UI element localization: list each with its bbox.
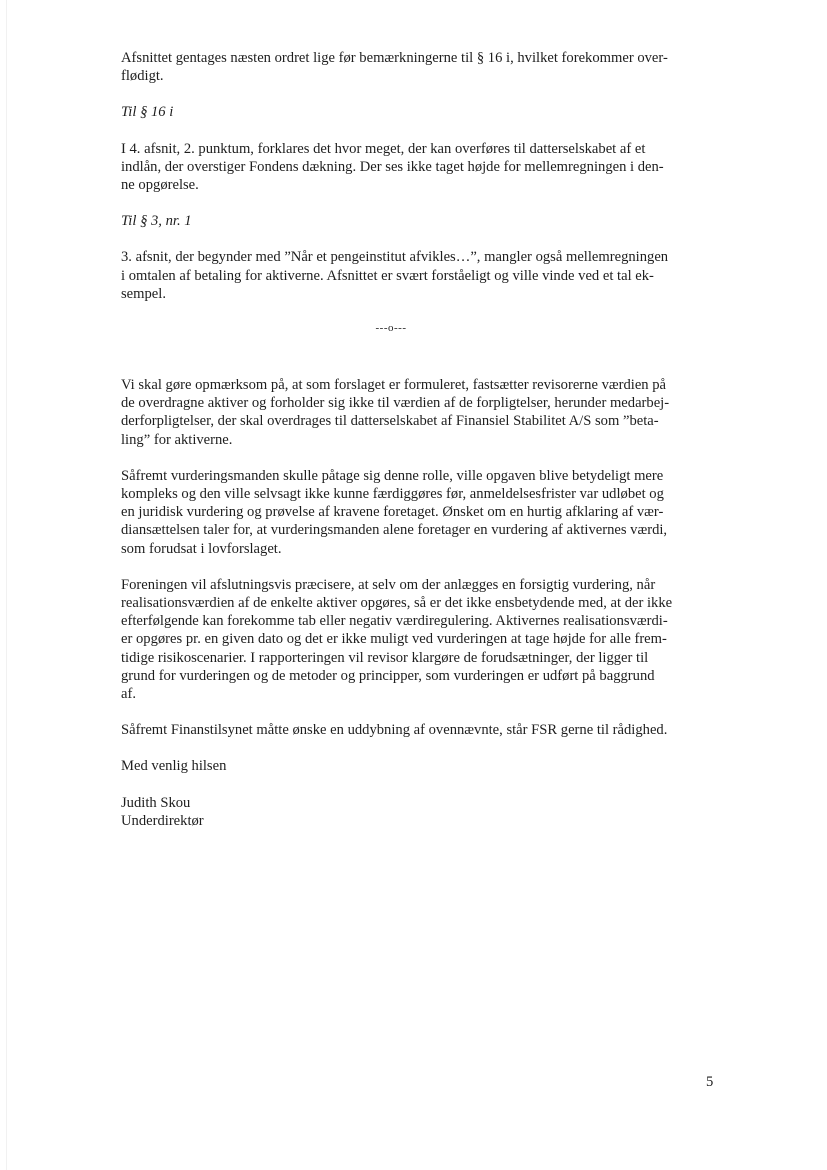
text-line: Foreningen vil afslutningsvis præcisere, at selv om der anlægges en forsigtig vurdering, når <box>121 576 656 593</box>
text-line: af. <box>121 686 136 703</box>
text-line: diansættelsen taler for, at vurderingsmanden alene foretager en vurdering af aktivernes værdi, <box>121 522 668 539</box>
section-separator: ---o--- <box>375 322 407 335</box>
text-line: derforpligtelser, der skal overdrages til datterselskabet af Finansiel Stabilitet A/S som ”beta- <box>121 413 659 430</box>
text-line: grund for vurderingen og de metoder og principper, som vurderingen er udført på baggrund <box>121 667 655 684</box>
paragraph-closing-clarification <box>121 576 721 703</box>
paragraph-section-3-nr-1 <box>121 248 721 303</box>
text-line: Vi skal gøre opmærksom på, at som forslaget er formuleret, fastsætter revisorerne værdien på <box>121 377 667 394</box>
text-line: sempel. <box>121 285 166 302</box>
text-line: Med venlig hilsen <box>121 758 227 775</box>
page-number: 5 <box>706 1074 714 1090</box>
text-line: en juridisk vurdering og prøvelse af kravene foretaget. Ønsket om en hurtig afklaring af vær- <box>121 504 664 521</box>
text-line: realisationsværdien af de enkelte aktiver opgøres, så er det ikke ensbetydende med, at der ikke <box>121 595 673 612</box>
signature-block <box>121 794 721 830</box>
text-line: flødigt. <box>121 68 164 85</box>
closing-salutation <box>121 757 721 775</box>
text-line: I 4. afsnit, 2. punktum, forklares det hvor meget, der kan overføres til datterselskabet af et <box>121 140 646 157</box>
text-line: efterfølgende kan forekomme tab eller negativ værdiregulering. Aktivernes realisationsværdi- <box>121 613 668 630</box>
signatory-title: Underdirektør <box>121 812 204 829</box>
text-line: Afsnittet gentages næsten ordret lige før bemærkningerne til § 16 i, hvilket forekommer over- <box>121 50 668 66</box>
text-line: Såfremt Finanstilsynet måtte ønske en uddybning af ovennævnte, står FSR gerne til rådighed. <box>121 722 668 739</box>
text-line: de overdragne aktiver og forholder sig ikke til værdien af de forpligtelser, herunder medarbej- <box>121 395 670 412</box>
page-edge-line <box>6 0 7 1170</box>
text-line: indlån, der overstiger Fondens dækning. Der ses ikke taget højde for mellemregningen i den- <box>121 158 664 175</box>
section-heading-3-nr-1: Til § 3, nr. 1 <box>121 213 192 230</box>
paragraph-valuer-role <box>121 467 721 558</box>
text-line: tidige risikoscenarier. I rapporteringen vil revisor klargøre de forudsætninger, der ligger til <box>121 649 649 666</box>
text-line: ling” for aktiverne. <box>121 431 233 448</box>
paragraph-section-16i <box>121 140 721 195</box>
text-line: er opgøres pr. en given dato og det er ikke muligt ved vurderingen at tage højde for alle frem- <box>121 631 667 648</box>
section-heading-16i: Til § 16 i <box>121 104 174 121</box>
document-body <box>121 49 721 830</box>
text-line: Såfremt vurderingsmanden skulle påtage sig denne rolle, ville opgaven blive betydeligt mere <box>121 467 664 484</box>
text-line: kompleks og den ville selvsagt ikke kunne færdiggøres før, anmeldelsesfrister var udløbet og <box>121 486 664 503</box>
paragraph-valuation-note <box>121 376 721 449</box>
signatory-name: Judith Skou <box>121 794 191 811</box>
text-line: i omtalen af betaling for aktiverne. Afsnittet er svært forståeligt og ville vinde ved et tal ek- <box>121 267 654 284</box>
paragraph-redundant-section <box>121 49 721 85</box>
paragraph-contact-offer <box>121 721 721 739</box>
text-line: som forudsat i lovforslaget. <box>121 540 282 557</box>
text-line: 3. afsnit, der begynder med ”Når et pengeinstitut afvikles…”, mangler også mellemregningen <box>121 249 669 266</box>
text-line: ne opgørelse. <box>121 177 199 194</box>
